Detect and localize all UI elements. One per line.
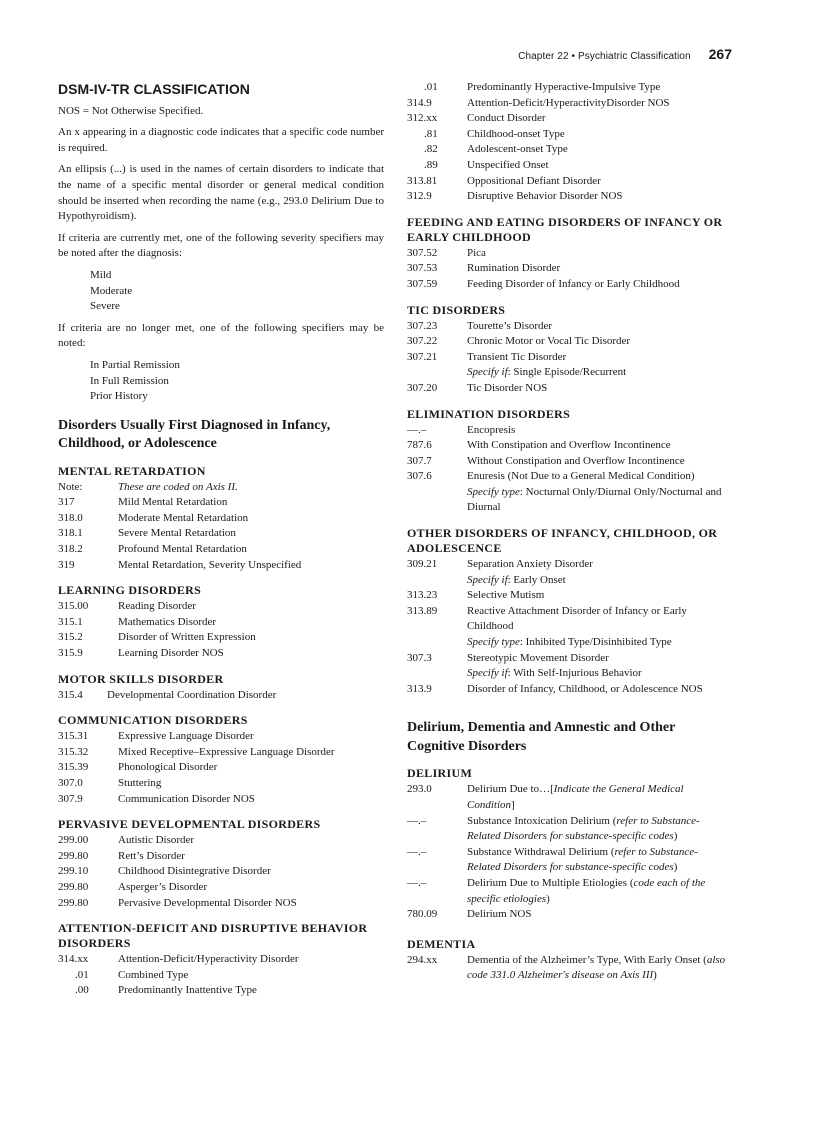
code-row	[58, 646, 384, 662]
code-row	[58, 630, 384, 646]
code: 307.3	[407, 651, 432, 664]
code: 315.1	[58, 615, 83, 628]
code-row	[407, 557, 733, 573]
code: 312.9	[407, 190, 432, 203]
code: 315.31	[58, 730, 89, 743]
code-row	[407, 261, 733, 277]
intro-paragraph: NOS = Not Otherwise Specified.	[58, 104, 204, 117]
code-row	[58, 792, 384, 808]
code-row	[407, 814, 733, 845]
description: Predominantly Hyperactive-Impulsive Type	[467, 81, 661, 93]
code-row	[58, 864, 384, 880]
major-heading: Delirium, Dementia and Amnestic and Other Cognitive Disorders	[407, 720, 676, 754]
code: Note:	[58, 480, 83, 493]
left-column	[58, 80, 384, 999]
code-row	[407, 96, 733, 112]
code-row	[407, 438, 733, 454]
code: —.–	[407, 876, 427, 889]
code-row	[407, 334, 733, 350]
specifier: Specify if: With Self-Injurious Behavior	[467, 667, 642, 680]
description: Mild Mental Retardation	[118, 496, 228, 509]
severity-list	[90, 268, 384, 315]
description: Communication Disorder NOS	[118, 792, 255, 805]
description: Selective Mutism	[467, 589, 545, 602]
description: Rumination Disorder	[467, 262, 561, 275]
description: Profound Mental Retardation	[118, 543, 247, 556]
code: 307.23	[407, 319, 438, 332]
code-row	[407, 651, 733, 667]
code: 780.09	[407, 908, 438, 921]
description: Dementia of the Alzheimer’s Type, With Early Onset (also code 331.0 Alzheimer's disease on Axis III)	[467, 953, 726, 982]
code-row	[58, 542, 384, 558]
code: 307.7	[407, 454, 432, 467]
description: Enuresis (Not Due to a General Medical Condition)	[467, 470, 695, 483]
code: 293.0	[407, 783, 432, 796]
code: .01	[424, 81, 438, 93]
code-row	[58, 745, 384, 761]
code-row	[58, 558, 384, 574]
code-row	[58, 526, 384, 542]
code-row	[407, 381, 733, 397]
code-row	[407, 953, 733, 984]
code: 319	[58, 558, 75, 571]
code: 318.0	[58, 511, 83, 524]
section-heading: OTHER DISORDERS OF INFANCY, CHILDHOOD, OR ADOLESCENCE	[407, 526, 718, 556]
code: 299.80	[58, 896, 89, 909]
right-column	[407, 80, 733, 984]
description: Reading Disorder	[118, 600, 196, 613]
code-row	[407, 142, 733, 158]
code-row	[58, 776, 384, 792]
code: 309.21	[407, 558, 438, 571]
code-row	[58, 495, 384, 511]
code: 294.xx	[407, 953, 438, 966]
remission-item: In Full Remission	[90, 374, 169, 387]
code-row	[58, 599, 384, 615]
specifier: Specify type: Inhibited Type/Disinhibited Type	[467, 636, 672, 649]
code: 307.9	[58, 792, 83, 805]
code-row	[58, 511, 384, 527]
description: Stereotypic Movement Disorder	[467, 651, 609, 664]
code: 314.9	[407, 96, 432, 109]
description: Mental Retardation, Severity Unspecified	[118, 558, 302, 571]
intro-paragraph: If criteria are currently met, one of the following severity specifiers may be noted after the diagnosis:	[58, 231, 384, 260]
code-row	[58, 688, 384, 704]
intro-paragraph: An x appearing in a diagnostic code indicates that a specific code number is required.	[58, 126, 384, 154]
description: Without Constipation and Overflow Incontinence	[467, 454, 685, 467]
description: Severe Mental Retardation	[118, 527, 236, 540]
description: Oppositional Defiant Disorder	[467, 174, 601, 187]
code: 307.59	[407, 277, 438, 290]
code-row	[407, 174, 733, 190]
code: 307.22	[407, 335, 438, 348]
code: 307.52	[407, 246, 438, 259]
code: 315.39	[58, 761, 89, 774]
code-row	[407, 588, 733, 604]
code-row	[58, 880, 384, 896]
code: 307.53	[407, 262, 438, 275]
code-row	[407, 189, 733, 205]
code: —.–	[407, 845, 427, 858]
description: Predominantly Inattentive Type	[118, 984, 257, 997]
description: Delirium Due to Multiple Etiologies (code each of the specific etiologies)	[467, 876, 706, 905]
description: Disruptive Behavior Disorder NOS	[467, 190, 623, 203]
code-row	[407, 350, 733, 366]
section-heading: MENTAL RETARDATION	[58, 463, 206, 478]
code: 318.1	[58, 527, 83, 540]
code-row	[58, 983, 384, 999]
code: .00	[75, 984, 89, 997]
code-row	[407, 454, 733, 470]
code-row	[407, 423, 733, 439]
description: Delirium Due to…[Indicate the General Medical Condition]	[467, 783, 684, 811]
code: 312.xx	[407, 112, 438, 125]
description: Substance Intoxication Delirium (refer to Substance-Related Disorders for substance-specific codes)	[467, 814, 700, 843]
code: 299.00	[58, 834, 89, 847]
description: Separation Anxiety Disorder	[467, 558, 593, 571]
code: 315.9	[58, 647, 83, 660]
description: Tic Disorder NOS	[467, 381, 548, 394]
code-row	[407, 604, 733, 635]
description: Transient Tic Disorder	[467, 350, 567, 363]
description: Disorder of Written Expression	[118, 631, 256, 644]
classification-title: DSM-IV-TR CLASSIFICATION	[58, 81, 250, 97]
code-row	[407, 845, 733, 876]
section-heading: LEARNING DISORDERS	[58, 583, 202, 598]
major-heading: Disorders Usually First Diagnosed in Infancy, Childhood, or Adolescence	[58, 417, 331, 452]
code-row	[58, 615, 384, 631]
specifier: Specify type: Nocturnal Only/Diurnal Only/Nocturnal and Diurnal	[467, 485, 722, 514]
code: —.–	[407, 814, 427, 827]
code: 318.2	[58, 543, 83, 556]
code-row	[407, 876, 733, 907]
code-row	[58, 896, 384, 912]
code-row	[407, 682, 733, 698]
section-heading: ATTENTION-DEFICIT AND DISRUPTIVE BEHAVIOR DISORDERS	[58, 921, 368, 951]
description: Delirium NOS	[467, 908, 532, 921]
severity-item: Moderate	[90, 284, 133, 297]
section-heading: DELIRIUM	[407, 766, 473, 781]
code: —.–	[407, 423, 427, 436]
code-row	[407, 907, 733, 923]
code: 317	[58, 496, 75, 509]
section-heading: ELIMINATION DISORDERS	[407, 406, 571, 421]
description: Combined Type	[118, 968, 189, 981]
code-row	[407, 80, 733, 96]
code-row	[407, 127, 733, 143]
description: With Constipation and Overflow Incontinence	[467, 439, 671, 452]
code-row	[407, 111, 733, 127]
remission-item: In Partial Remission	[90, 358, 180, 371]
running-header	[518, 46, 732, 62]
section-heading: MOTOR SKILLS DISORDER	[58, 671, 224, 686]
code: 315.2	[58, 631, 83, 644]
description: Childhood-onset Type	[467, 127, 565, 140]
code: 307.0	[58, 777, 83, 789]
code: 307.6	[407, 470, 432, 483]
remission-item: Prior History	[90, 390, 148, 403]
description: Unspecified Onset	[467, 158, 549, 171]
code: 307.21	[407, 350, 438, 363]
code: 313.81	[407, 174, 438, 187]
code-row	[58, 729, 384, 745]
code: 313.23	[407, 589, 438, 602]
section-heading: FEEDING AND EATING DISORDERS OF INFANCY OR EARLY CHILDHOOD	[407, 214, 723, 244]
severity-item: Mild	[90, 268, 112, 281]
description: Mixed Receptive–Expressive Language Disorder	[118, 745, 335, 758]
section-heading: PERVASIVE DEVELOPMENTAL DISORDERS	[58, 817, 321, 832]
description: Adolescent-onset Type	[467, 143, 568, 156]
description: Disorder of Infancy, Childhood, or Adolescence NOS	[467, 682, 703, 695]
code: .89	[424, 158, 438, 171]
description: Rett’s Disorder	[118, 849, 185, 862]
remission-list	[90, 358, 384, 405]
section-heading: TIC DISORDERS	[407, 302, 506, 317]
description: Autistic Disorder	[118, 834, 195, 847]
code-row	[407, 782, 733, 813]
code: 315.32	[58, 745, 89, 758]
code: .81	[424, 127, 438, 140]
description: Childhood Disintegrative Disorder	[118, 865, 271, 878]
description: Asperger’s Disorder	[118, 880, 208, 893]
description: Substance Withdrawal Delirium (refer to Substance-Related Disorders for substance-specific codes)	[467, 845, 698, 874]
section-heading: DEMENTIA	[407, 936, 476, 951]
intro-paragraph: An ellipsis (...) is used in the names of certain disorders to indicate that the name of a specific mental disorder or general medical condition should be inserted when recording the name (e.g., 293.0 Delirium Due to Hypothyroidism).	[58, 163, 384, 223]
description: Attention-Deficit/HyperactivityDisorder NOS	[467, 96, 670, 109]
code-row	[58, 968, 384, 984]
code-row	[407, 319, 733, 335]
code-row	[58, 849, 384, 865]
specifier: Specify if: Early Onset	[467, 573, 566, 586]
code: 315.00	[58, 600, 89, 613]
code: 787.6	[407, 439, 432, 452]
description: Moderate Mental Retardation	[118, 511, 249, 524]
code-row	[407, 246, 733, 262]
description: Feeding Disorder of Infancy or Early Childhood	[467, 277, 680, 290]
note-text: These are coded on Axis II.	[118, 480, 238, 493]
code-row	[407, 277, 733, 293]
code-row	[58, 833, 384, 849]
description: Stuttering	[118, 777, 162, 789]
description: Reactive Attachment Disorder of Infancy or Early Childhood	[467, 604, 687, 633]
code-row	[58, 760, 384, 776]
code: .01	[75, 968, 89, 981]
code: 313.9	[407, 682, 432, 695]
description: Encopresis	[467, 423, 516, 436]
description: Conduct Disorder	[467, 112, 546, 125]
code-row	[407, 158, 733, 174]
page-number: 267	[708, 46, 732, 62]
description: Developmental Coordination Disorder	[107, 688, 277, 701]
specifier: Specify if: Single Episode/Recurrent	[467, 366, 627, 379]
description: Pervasive Developmental Disorder NOS	[118, 896, 297, 909]
code-row	[407, 469, 733, 485]
description: Pica	[467, 246, 486, 259]
code-row	[58, 480, 384, 496]
description: Attention-Deficit/Hyperactivity Disorder	[118, 953, 299, 966]
code: .82	[424, 143, 438, 156]
code: 307.20	[407, 381, 438, 394]
description: Phonological Disorder	[118, 761, 218, 774]
intro-paragraph: If criteria are no longer met, one of the following specifiers may be noted:	[58, 321, 384, 350]
code: 299.80	[58, 880, 89, 893]
code: 299.80	[58, 849, 89, 862]
section-heading: COMMUNICATION DISORDERS	[58, 713, 248, 728]
severity-item: Severe	[90, 300, 120, 313]
code: 314.xx	[58, 953, 89, 966]
code: 313.89	[407, 604, 438, 617]
code: 315.4	[58, 688, 83, 701]
chapter-title: Chapter 22 • Psychiatric Classification	[518, 51, 691, 62]
description: Expressive Language Disorder	[118, 730, 254, 743]
description: Chronic Motor or Vocal Tic Disorder	[467, 335, 631, 348]
description: Learning Disorder NOS	[118, 647, 224, 660]
description: Tourette’s Disorder	[467, 319, 553, 332]
code-row	[58, 952, 384, 968]
description: Mathematics Disorder	[118, 615, 217, 628]
code: 299.10	[58, 865, 89, 878]
